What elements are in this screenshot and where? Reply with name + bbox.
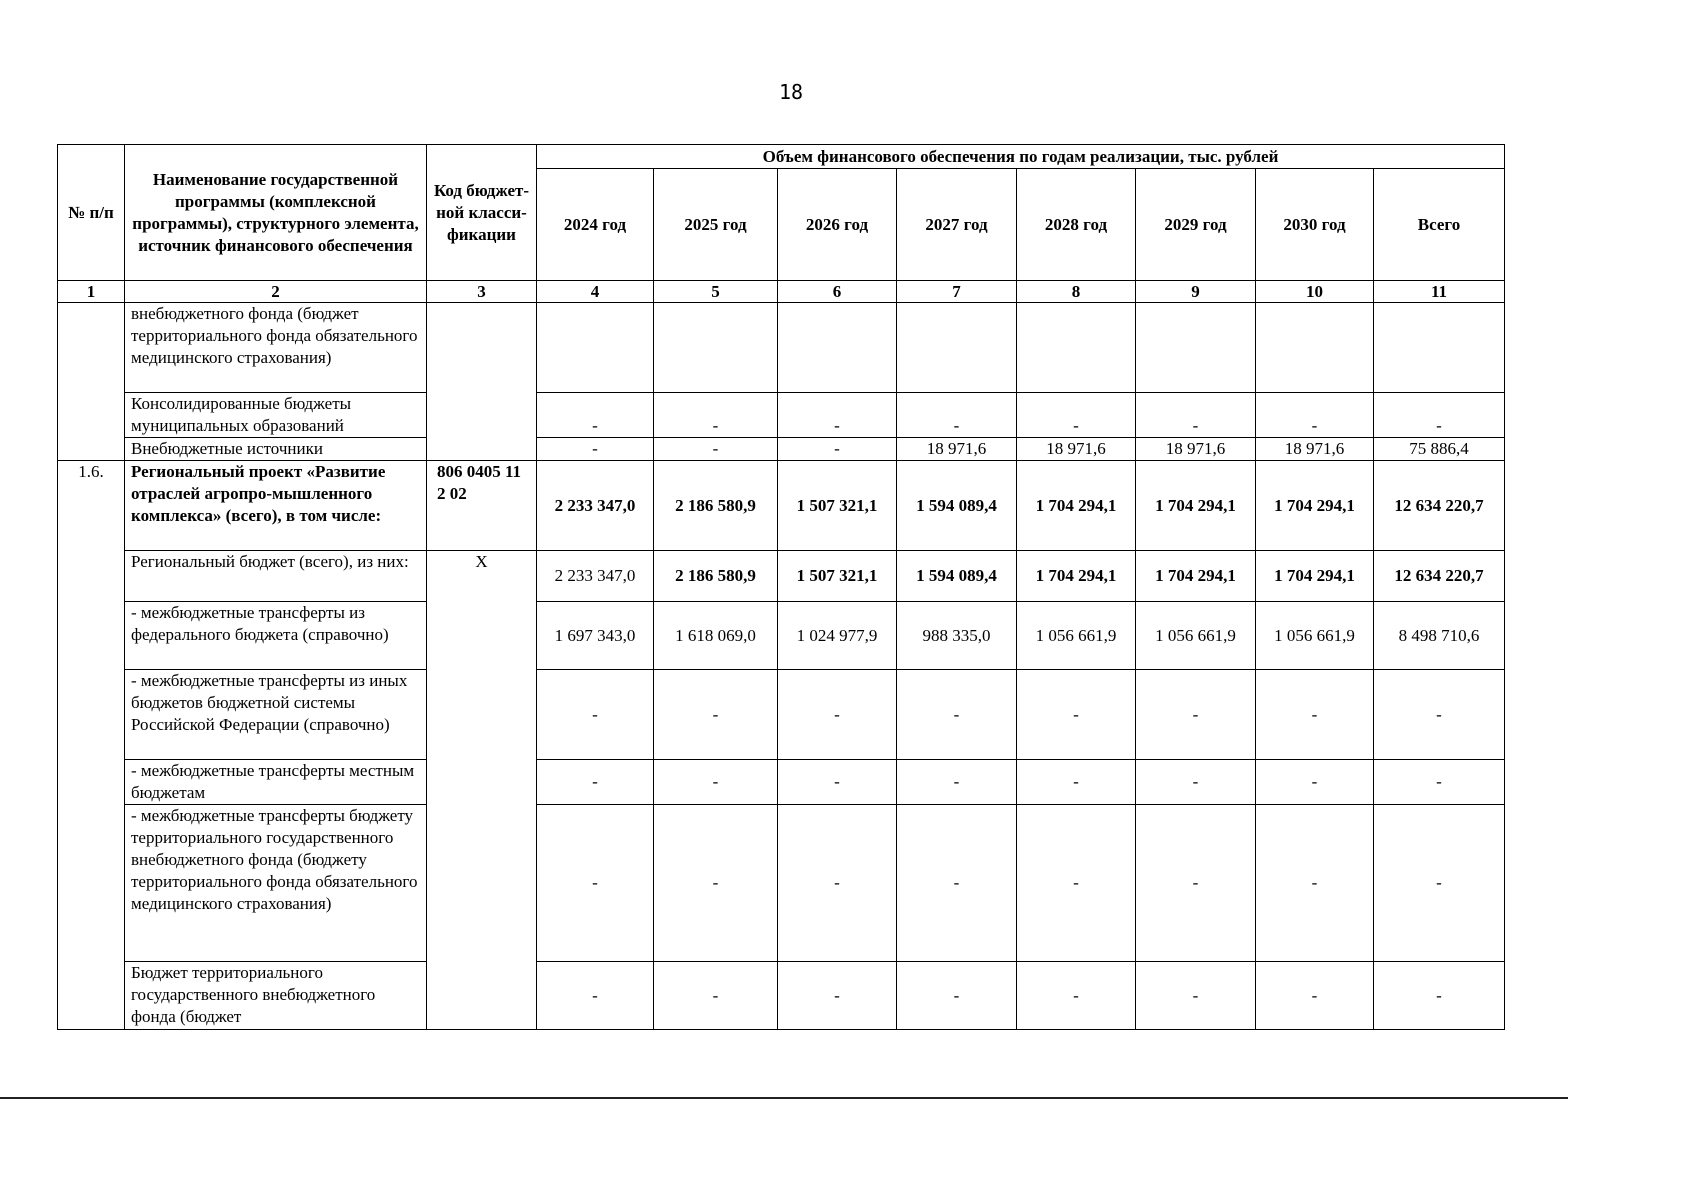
header-col-number: № п/п [58,145,125,281]
column-number: 3 [427,281,537,303]
value-cell: - [778,805,897,962]
row-code: 806 0405 11 2 02 [427,461,537,551]
value-cell: - [778,962,897,1030]
value-cell: 1 594 089,4 [897,461,1017,551]
header-year: 2025 год [654,169,778,281]
page-number: 18 [778,80,804,104]
value-cell: - [897,760,1017,805]
table-row [58,760,1505,805]
value-cell: - [897,670,1017,760]
value-cell: - [1017,962,1136,1030]
value-cell: - [1374,760,1505,805]
value-cell: - [537,393,654,438]
value-cell: - [897,962,1017,1030]
value-cell: - [1374,962,1505,1030]
value-cell: 988 335,0 [897,602,1017,670]
row-code: Х [427,551,537,1030]
table-row [58,393,1505,438]
value-cell [654,303,778,393]
value-cell: - [654,393,778,438]
row-number [58,303,125,461]
value-cell: - [654,760,778,805]
value-cell: 12 634 220,7 [1374,461,1505,551]
value-cell [1256,303,1374,393]
table-row [58,805,1505,962]
financing-table [57,144,1505,1030]
value-cell: 1 704 294,1 [1256,461,1374,551]
value-cell: 1 697 343,0 [537,602,654,670]
row-name: - межбюджетные трансферты из иных бюджетов бюджетной системы Российской Федерации (справочно) [125,670,427,760]
value-cell: 1 507 321,1 [778,461,897,551]
table-row [58,303,1505,393]
value-cell: - [1136,760,1256,805]
value-cell: 1 056 661,9 [1017,602,1136,670]
value-cell: 2 233 347,0 [537,461,654,551]
column-number: 9 [1136,281,1256,303]
value-cell: 2 233 347,0 [537,551,654,602]
value-cell: 2 186 580,9 [654,461,778,551]
table-row [58,602,1505,670]
table-row [58,670,1505,760]
header-year: 2029 год [1136,169,1256,281]
header-year: 2030 год [1256,169,1374,281]
value-cell: 75 886,4 [1374,438,1505,461]
value-cell: 18 971,6 [897,438,1017,461]
header-row-column-numbers [58,281,1505,303]
value-cell: - [537,962,654,1030]
table-row [58,551,1505,602]
table-row [58,962,1505,1030]
column-number: 7 [897,281,1017,303]
header-col-volume: Объем финансового обеспечения по годам реализации, тыс. рублей [537,145,1505,169]
value-cell: - [1374,393,1505,438]
value-cell [1374,303,1505,393]
row-name: - межбюджетные трансферты из федерального бюджета (справочно) [125,602,427,670]
header-year: 2024 год [537,169,654,281]
value-cell: 1 704 294,1 [1136,551,1256,602]
value-cell: - [778,760,897,805]
value-cell: - [654,670,778,760]
value-cell [897,303,1017,393]
value-cell: 8 498 710,6 [1374,602,1505,670]
value-cell: 18 971,6 [1136,438,1256,461]
value-cell: 1 618 069,0 [654,602,778,670]
value-cell: - [1136,805,1256,962]
row-name: внебюджетного фонда (бюджет территориального фонда обязательного медицинского страхования) [125,303,427,393]
value-cell: - [537,670,654,760]
value-cell: - [537,805,654,962]
column-number: 4 [537,281,654,303]
value-cell: 1 056 661,9 [1136,602,1256,670]
value-cell [1017,303,1136,393]
value-cell: - [1374,670,1505,760]
value-cell: - [897,393,1017,438]
value-cell: 1 704 294,1 [1017,461,1136,551]
value-cell [537,303,654,393]
row-name: Региональный бюджет (всего), из них: [125,551,427,602]
header-col-code: Код бюджет-ной класси-фикации [427,145,537,281]
value-cell: 1 704 294,1 [1256,551,1374,602]
value-cell: - [654,805,778,962]
value-cell: - [1136,670,1256,760]
table-row [58,461,1505,551]
value-cell: - [654,438,778,461]
value-cell [1136,303,1256,393]
value-cell: - [1256,393,1374,438]
value-cell: - [778,438,897,461]
row-name: Внебюджетные источники [125,438,427,461]
column-number: 2 [125,281,427,303]
value-cell: - [1017,760,1136,805]
header-year: 2026 год [778,169,897,281]
value-cell: - [1017,393,1136,438]
value-cell: 12 634 220,7 [1374,551,1505,602]
value-cell: - [1256,760,1374,805]
value-cell: - [1256,962,1374,1030]
value-cell: - [1136,393,1256,438]
value-cell: - [1374,805,1505,962]
value-cell: 1 594 089,4 [897,551,1017,602]
value-cell: - [654,962,778,1030]
column-number: 5 [654,281,778,303]
value-cell: - [1136,962,1256,1030]
value-cell [778,303,897,393]
value-cell: 1 056 661,9 [1256,602,1374,670]
header-col-name: Наименование государственной программы (комплексной программы), структурного элемента, источник финансового обеспечения [125,145,427,281]
value-cell: - [778,393,897,438]
value-cell: 18 971,6 [1256,438,1374,461]
value-cell: - [897,805,1017,962]
row-number: 1.6. [58,461,125,1030]
value-cell: 1 507 321,1 [778,551,897,602]
header-total: Всего [1374,169,1505,281]
row-name: - межбюджетные трансферты бюджету территориального государственного внебюджетного фонда (бюджету территориального фонда обязательного медицинского страхования) [125,805,427,962]
value-cell: - [1256,670,1374,760]
column-number: 11 [1374,281,1505,303]
value-cell: 2 186 580,9 [654,551,778,602]
column-number: 8 [1017,281,1136,303]
column-number: 10 [1256,281,1374,303]
value-cell: 1 704 294,1 [1017,551,1136,602]
value-cell: - [1017,805,1136,962]
row-name: Консолидированные бюджеты муниципальных образований [125,393,427,438]
page-bottom-rule [0,1097,1568,1099]
row-code [427,303,537,461]
value-cell: - [1017,670,1136,760]
value-cell: - [537,760,654,805]
value-cell: - [1256,805,1374,962]
row-name: Региональный проект «Развитие отраслей агропро-мышленного комплекса» (всего), в том числе: [125,461,427,551]
header-year: 2027 год [897,169,1017,281]
value-cell: 1 704 294,1 [1136,461,1256,551]
value-cell: 1 024 977,9 [778,602,897,670]
value-cell: - [537,438,654,461]
value-cell: - [778,670,897,760]
row-name: Бюджет территориального государственного внебюджетного фонда (бюджет [125,962,427,1030]
value-cell: 18 971,6 [1017,438,1136,461]
table-row [58,438,1505,461]
header-row-main [58,145,1505,169]
row-name: - межбюджетные трансферты местным бюджетам [125,760,427,805]
column-number: 6 [778,281,897,303]
column-number: 1 [58,281,125,303]
header-year: 2028 год [1017,169,1136,281]
